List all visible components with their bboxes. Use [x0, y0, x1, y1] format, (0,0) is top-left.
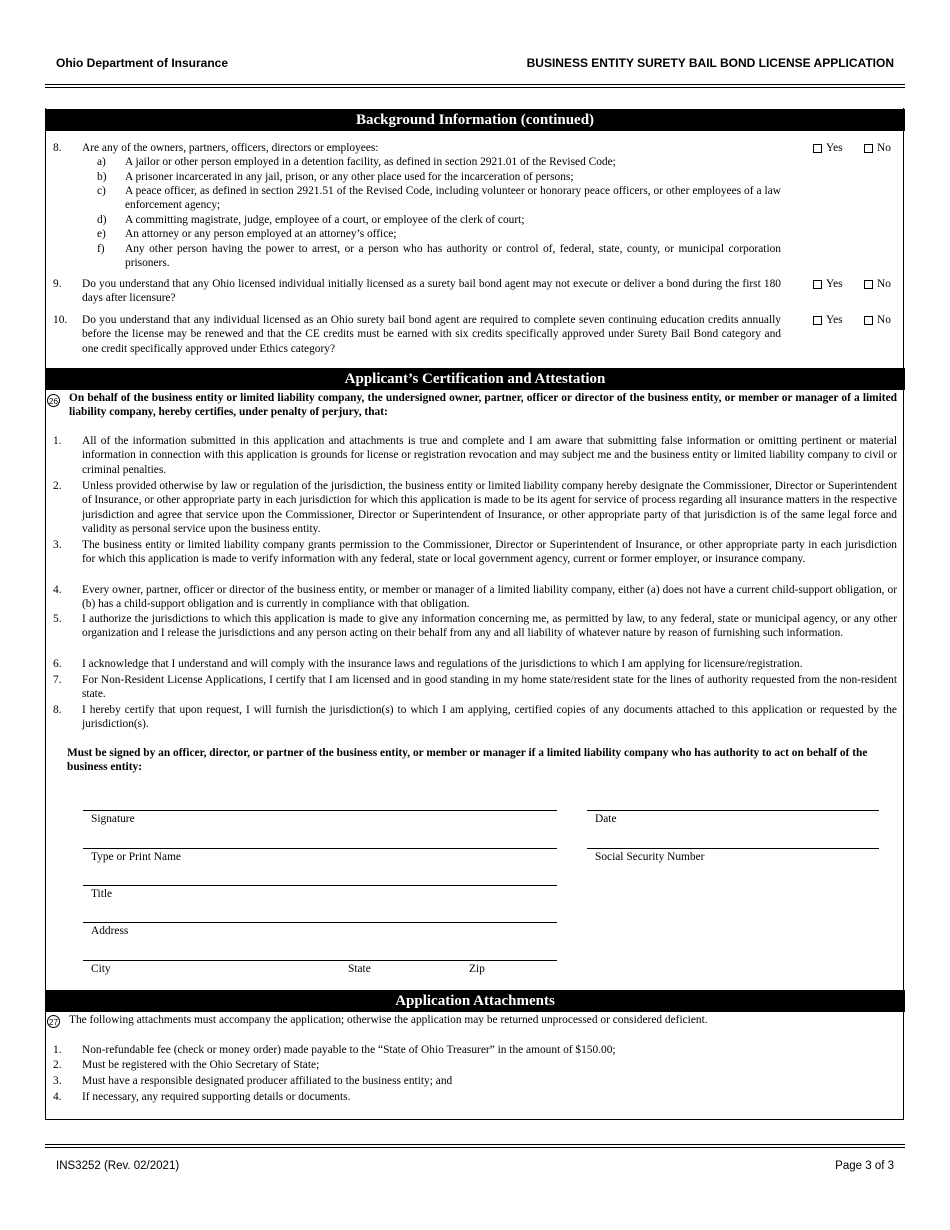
- q8-item-label: c): [97, 185, 106, 197]
- certification-intro: On behalf of the business entity or limited liability company, the undersigned owner, partner, officer or director of the business entity, or member or manager of a limited liability company, hereby certifies, under penalty of perjury, that:: [69, 392, 897, 419]
- signer-note: Must be signed by an officer, director, or partner of the business entity, or member or manager if a limited liability company who has authority to act on behalf of the business entity:: [67, 747, 868, 774]
- q8-item-text: An attorney or any person employed at an attorney’s office;: [125, 228, 397, 240]
- zip-label: Zip: [469, 963, 485, 975]
- date-label: Date: [595, 813, 617, 825]
- cert-item-text: For Non-Resident License Applications, I certify that I am licensed and in good standing in my home state/resident state for the lines of authority requested from the non-resident state.: [82, 674, 897, 701]
- attachment-item-number: 3.: [53, 1075, 62, 1087]
- attachment-item-text: Must be registered with the Ohio Secretary of State;: [82, 1059, 320, 1071]
- question-9-text: Do you understand that any Ohio licensed individual initially licensed as a surety bail bond agent may not execute or deliver a bond during the first 180 days after licensure?: [82, 278, 781, 305]
- ssn-line[interactable]: [587, 848, 879, 849]
- cert-item-text: I hereby certify that upon request, I will furnish the jurisdiction(s) to which I am applying, certified copies of any documents attached to this application or requested by the jurisdiction(s).: [82, 704, 897, 731]
- checkbox-box[interactable]: [813, 280, 822, 289]
- cert-item-text: Every owner, partner, officer or director of the business entity, or member or manager of a limited liability company, either (a) does not have a current child-support obligation, or (b) has a child-support obligation and is currently in compliance with that obligation.: [82, 584, 897, 611]
- form-id: INS3252 (Rev. 02/2021): [56, 1160, 180, 1172]
- cert-item-number: 7.: [53, 674, 62, 686]
- q8-item-label: e): [97, 228, 106, 240]
- attachment-item-number: 2.: [53, 1059, 62, 1071]
- q8-item-text: A peace officer, as defined in section 2921.51 of the Revised Code, including volunteer or honorary peace officers, or other employees of a law enforcement agency;: [125, 185, 781, 212]
- city-label: City: [91, 963, 111, 975]
- attachment-item-text: Must have a responsible designated producer affiliated to the business entity; and: [82, 1075, 453, 1087]
- section-header-attachments: Application Attachments: [45, 990, 905, 1012]
- cert-item-text: I authorize the jurisdictions to which this application is made to give any information concerning me, as permitted by law, to any federal, state or municipal agency, or any other organization and I release the jurisdictions and any person acting on their behalf from any and all liability of whatever nature by reason of furnishing such information.: [82, 613, 897, 640]
- q8-item-text: Any other person having the power to arrest, or a person who has authority or control of, federal, state, county, or municipal corporation prisoners.: [125, 243, 781, 270]
- cert-item-number: 6.: [53, 658, 62, 670]
- city-state-zip-line[interactable]: [83, 960, 557, 961]
- header-rule-thin: [45, 87, 905, 88]
- q8-item-label: d): [97, 214, 107, 226]
- no-label: No: [877, 278, 891, 290]
- question-8-text: Are any of the owners, partners, officers, directors or employees:: [82, 142, 379, 154]
- header-rule: [45, 84, 905, 85]
- question-9-number: 9.: [53, 278, 62, 290]
- cert-item-text: The business entity or limited liability company grants permission to the Commissioner, Director or Superintendent of Insurance, or other appropriate party in each jurisdiction for which this application is made to verify information with any federal, state or local government agency, current or former employer, or insurance company.: [82, 539, 897, 566]
- cert-item-number: 8.: [53, 704, 62, 716]
- q8-item-text: A committing magistrate, judge, employee of a court, or employee of the clerk of court;: [125, 214, 525, 226]
- checkbox-box[interactable]: [864, 280, 873, 289]
- yes-label: Yes: [826, 278, 843, 290]
- cert-item-number: 2.: [53, 480, 62, 492]
- no-label: No: [877, 314, 891, 326]
- signature-line[interactable]: [83, 810, 557, 811]
- question-10-number: 10.: [53, 314, 68, 326]
- q8-item-label: b): [97, 171, 107, 183]
- signature-label: Signature: [91, 813, 135, 825]
- q8-item-label: f): [97, 243, 105, 255]
- checkbox-box[interactable]: [813, 316, 822, 325]
- cert-item-number: 1.: [53, 435, 62, 447]
- item-number-circle: 26: [47, 394, 60, 407]
- cert-item-text: All of the information submitted in this application and attachments is true and complete and I am aware that submitting false information or omitting pertinent or material information in connection with this application is grounds for license or registration revocation and may subject me and the business entity or limited liability company to civil or criminal penalties.: [82, 435, 897, 476]
- agency-name: Ohio Department of Insurance: [56, 56, 229, 70]
- yes-label: Yes: [826, 142, 843, 154]
- q8-no-checkbox[interactable]: [864, 141, 891, 155]
- section-header-background: Background Information (continued): [45, 109, 905, 131]
- checkbox-box[interactable]: [813, 144, 822, 153]
- date-line[interactable]: [587, 810, 879, 811]
- footer-rule-thin: [45, 1147, 905, 1148]
- cert-item-number: 5.: [53, 613, 62, 625]
- yes-label: Yes: [826, 314, 843, 326]
- checkbox-box[interactable]: [864, 144, 873, 153]
- footer-rule: [45, 1144, 905, 1145]
- no-label: No: [877, 142, 891, 154]
- attachment-item-number: 4.: [53, 1091, 62, 1103]
- attachment-item-text: If necessary, any required supporting details or documents.: [82, 1091, 351, 1103]
- attachments-intro: The following attachments must accompany the application; otherwise the application may be returned unprocessed or considered deficient.: [69, 1014, 708, 1026]
- item-number-circle: 27: [47, 1015, 60, 1028]
- title-line[interactable]: [83, 885, 557, 886]
- q9-no-checkbox[interactable]: [864, 277, 891, 291]
- q10-yes-checkbox[interactable]: [813, 313, 843, 327]
- print-name-line[interactable]: [83, 848, 557, 849]
- cert-item-text: I acknowledge that I understand and will comply with the insurance laws and regulations of the jurisdictions to which I am applying for licensure/registration.: [82, 658, 803, 670]
- attachment-item-number: 1.: [53, 1044, 62, 1056]
- cert-item-text: Unless provided otherwise by law or regulation of the jurisdiction, the business entity or limited liability company hereby designate the Commissioner, Director or Superintendent of Insurance, or other appropriate party in each jurisdiction for which this application is made to be its agent for service of process regarding all insurance matters in the respective jurisdiction and agree that service upon the Commissioner, Director or Superintendent of Insurance, or other appropriate party of that jurisdiction is of the same legal force and validity as personal service upon the business entity.: [82, 480, 897, 536]
- cert-item-number: 4.: [53, 584, 62, 596]
- q8-item-label: a): [97, 156, 106, 168]
- title-label: Title: [91, 888, 113, 900]
- q9-yes-checkbox[interactable]: [813, 277, 843, 291]
- q8-item-text: A jailor or other person employed in a detention facility, as defined in section 2921.01 of the Revised Code;: [125, 156, 616, 168]
- ssn-label: Social Security Number: [595, 851, 705, 863]
- q10-no-checkbox[interactable]: [864, 313, 891, 327]
- cert-item-number: 3.: [53, 539, 62, 551]
- page-number: Page 3 of 3: [835, 1160, 894, 1172]
- question-8-number: 8.: [53, 142, 62, 154]
- q8-yes-checkbox[interactable]: [813, 141, 843, 155]
- attachment-item-text: Non-refundable fee (check or money order) made payable to the “State of Ohio Treasurer” in the amount of $150.00;: [82, 1044, 616, 1056]
- q8-item-text: A prisoner incarcerated in any jail, prison, or any other place used for the incarceration of persons;: [125, 171, 574, 183]
- form-title: BUSINESS ENTITY SURETY BAIL BOND LICENSE APPLICATION: [526, 56, 894, 70]
- print-name-label: Type or Print Name: [91, 851, 181, 863]
- address-label: Address: [91, 925, 129, 937]
- section-header-certification: Applicant’s Certification and Attestation: [45, 368, 905, 390]
- address-line[interactable]: [83, 922, 557, 923]
- question-10-text: Do you understand that any individual licensed as an Ohio surety bail bond agent are required to complete seven continuing education credits annually before the license may be renewed and that the CE credits must be earned with six credits specifically approved under Surety Bail Bond category and one credit specifically approved under Ethics category?: [82, 314, 781, 355]
- state-label: State: [348, 963, 371, 975]
- checkbox-box[interactable]: [864, 316, 873, 325]
